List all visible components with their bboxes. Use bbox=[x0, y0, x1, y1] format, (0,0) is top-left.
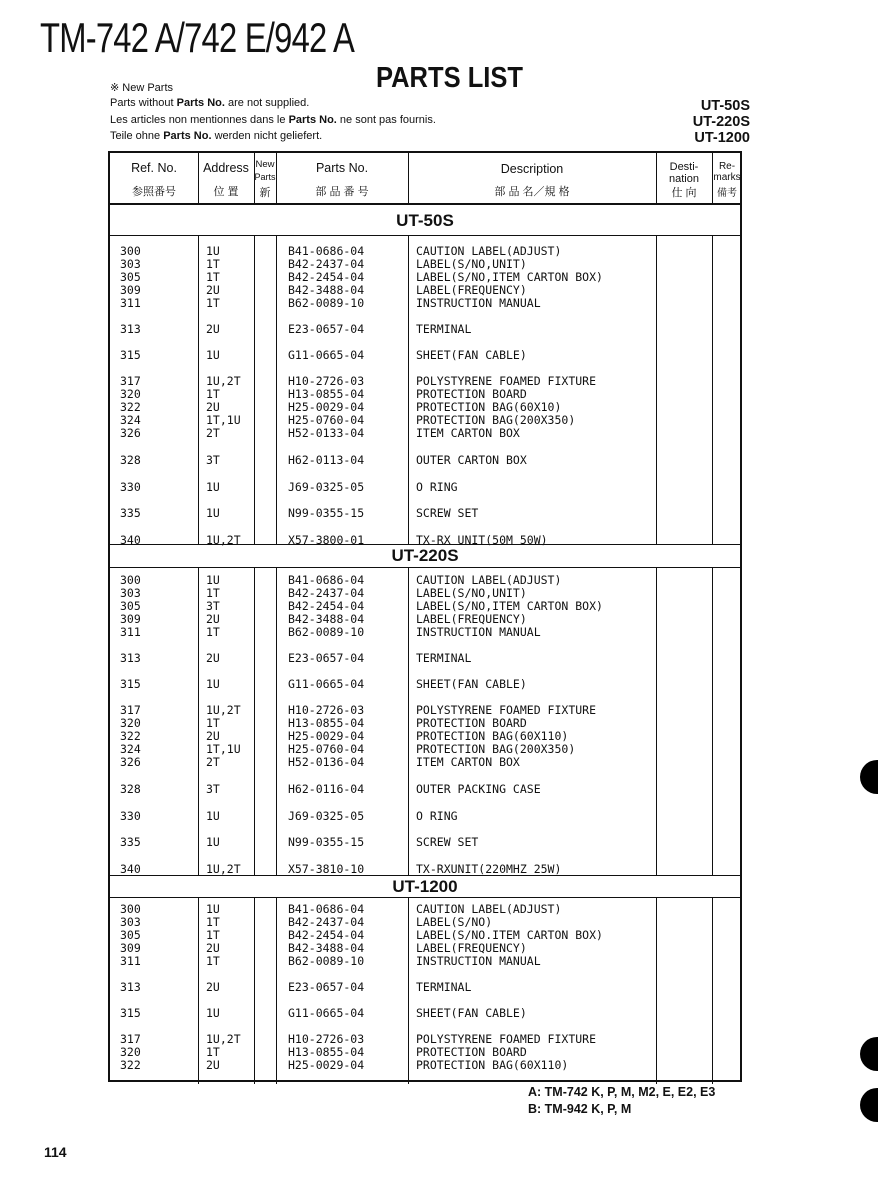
part-number-cell: B42-2454-04 bbox=[288, 928, 365, 942]
ref-cell: 311 bbox=[120, 625, 141, 639]
ref-cell: 317 bbox=[120, 1032, 141, 1046]
address-cell: 1T,1U bbox=[206, 742, 241, 756]
part-number-cell: E23-0657-04 bbox=[288, 651, 365, 665]
ref-cell: 326 bbox=[120, 755, 141, 769]
part-number-cell: B41-0686-04 bbox=[288, 902, 365, 916]
ref-cell: 309 bbox=[120, 612, 141, 626]
part-number-cell: X57-3810-10 bbox=[288, 862, 365, 876]
ref-cell: 317 bbox=[120, 374, 141, 388]
ref-cell: 303 bbox=[120, 257, 141, 271]
ref-cell: 311 bbox=[120, 954, 141, 968]
table-row bbox=[110, 481, 740, 494]
ref-cell: 313 bbox=[120, 322, 141, 336]
part-number-cell: B41-0686-04 bbox=[288, 244, 365, 258]
ref-cell: 335 bbox=[120, 506, 141, 520]
section-rule bbox=[110, 897, 740, 898]
col-header-part-no: Parts No. bbox=[315, 161, 369, 175]
part-number-cell: B42-3488-04 bbox=[288, 283, 365, 297]
ref-cell: 311 bbox=[120, 296, 141, 310]
part-number-cell: J69-0325-05 bbox=[288, 809, 365, 823]
table-row bbox=[110, 981, 740, 994]
description-cell: POLYSTYRENE FOAMED FIXTURE bbox=[416, 703, 597, 717]
table-row bbox=[110, 323, 740, 336]
part-number-cell: B42-3488-04 bbox=[288, 941, 365, 955]
ref-cell: 313 bbox=[120, 980, 141, 994]
ref-cell: 317 bbox=[120, 703, 141, 717]
ref-cell: 324 bbox=[120, 742, 141, 756]
table-row bbox=[110, 836, 740, 849]
part-number-cell: H25-0760-04 bbox=[288, 413, 365, 427]
part-number-cell: E23-0657-04 bbox=[288, 980, 365, 994]
address-cell: 1T bbox=[206, 915, 220, 929]
address-cell: 2U bbox=[206, 400, 220, 414]
ref-cell: 305 bbox=[120, 599, 141, 613]
part-number-cell: X57-3800-01 bbox=[288, 533, 365, 547]
address-cell: 2U bbox=[206, 283, 220, 297]
section-rule bbox=[110, 567, 740, 568]
ref-cell: 315 bbox=[120, 348, 141, 362]
col-header-description-jp: 部 品 名／規 格 bbox=[494, 186, 570, 198]
description-cell: SHEET(FAN CABLE) bbox=[416, 677, 527, 691]
address-cell: 1U,2T bbox=[206, 1032, 241, 1046]
description-cell: TX-RXUNIT(220MHZ 25W) bbox=[416, 862, 562, 876]
section-title: UT-50S bbox=[396, 211, 454, 230]
column-divider bbox=[712, 153, 713, 203]
unit-name: UT-1200 bbox=[694, 130, 750, 146]
table-row bbox=[110, 863, 740, 876]
table-row bbox=[110, 349, 740, 362]
address-cell: 1T bbox=[206, 716, 220, 730]
address-cell: 1T bbox=[206, 586, 220, 600]
address-cell: 1U bbox=[206, 835, 220, 849]
part-number-cell: B42-3488-04 bbox=[288, 612, 365, 626]
description-cell: SHEET(FAN CABLE) bbox=[416, 348, 527, 362]
description-cell: LABEL(FREQUENCY) bbox=[416, 941, 527, 955]
note-german: Teile ohne Parts No. werden nicht geliefert. bbox=[110, 130, 323, 142]
address-cell: 1U bbox=[206, 480, 220, 494]
address-cell: 1U bbox=[206, 902, 220, 916]
description-cell: PROTECTION BOARD bbox=[416, 716, 527, 730]
ref-cell: 322 bbox=[120, 1058, 141, 1072]
header-rule bbox=[110, 203, 740, 205]
col-header-destination: Desti- nation bbox=[669, 161, 699, 185]
column-divider bbox=[254, 153, 255, 203]
ref-cell: 315 bbox=[120, 1006, 141, 1020]
table-row bbox=[110, 534, 740, 547]
col-header-new-parts: Parts bbox=[254, 172, 276, 182]
ref-cell: 305 bbox=[120, 928, 141, 942]
description-cell: PROTECTION BAG(60X110) bbox=[416, 1058, 569, 1072]
part-number-cell: H25-0760-04 bbox=[288, 742, 365, 756]
description-cell: TERMINAL bbox=[416, 980, 472, 994]
col-header-destination-jp: 仕 向 bbox=[671, 187, 697, 199]
address-cell: 1T bbox=[206, 296, 220, 310]
ref-cell: 303 bbox=[120, 915, 141, 929]
part-number-cell: B41-0686-04 bbox=[288, 573, 365, 587]
address-cell: 1U bbox=[206, 677, 220, 691]
description-cell: LABEL(S/NO,UNIT) bbox=[416, 257, 527, 271]
column-divider bbox=[408, 153, 409, 203]
description-cell: LABEL(S/NO.ITEM CARTON BOX) bbox=[416, 928, 603, 942]
part-number-cell: H13-0855-04 bbox=[288, 387, 365, 401]
page-title: PARTS LIST bbox=[376, 62, 523, 94]
ref-cell: 340 bbox=[120, 862, 141, 876]
ref-cell: 340 bbox=[120, 533, 141, 547]
ref-cell: 335 bbox=[120, 835, 141, 849]
address-cell: 1U,2T bbox=[206, 862, 241, 876]
address-cell: 1T bbox=[206, 625, 220, 639]
col-header-address-jp: 位 置 bbox=[213, 186, 239, 198]
part-number-cell: B42-2454-04 bbox=[288, 270, 365, 284]
description-cell: PROTECTION BAG(200X350) bbox=[416, 742, 576, 756]
part-number-cell: H13-0855-04 bbox=[288, 1045, 365, 1059]
binding-mark bbox=[860, 760, 878, 794]
description-cell: PROTECTION BAG(60X10) bbox=[416, 400, 562, 414]
address-cell: 3T bbox=[206, 599, 220, 613]
model-title: TM-742 A/742 E/942 A bbox=[40, 14, 355, 61]
ref-cell: 328 bbox=[120, 782, 141, 796]
address-cell: 1U bbox=[206, 348, 220, 362]
description-cell: CAUTION LABEL(ADJUST) bbox=[416, 573, 562, 587]
address-cell: 2U bbox=[206, 729, 220, 743]
ref-cell: 322 bbox=[120, 729, 141, 743]
col-header-ref-jp: 参照番号 bbox=[132, 186, 176, 198]
description-cell: PROTECTION BOARD bbox=[416, 1045, 527, 1059]
table-row bbox=[110, 1007, 740, 1020]
address-cell: 1U bbox=[206, 573, 220, 587]
ref-cell: 315 bbox=[120, 677, 141, 691]
column-divider bbox=[198, 153, 199, 203]
table-row bbox=[110, 955, 740, 968]
table-row bbox=[110, 652, 740, 665]
ref-cell: 330 bbox=[120, 809, 141, 823]
table-row bbox=[110, 810, 740, 823]
address-cell: 1T bbox=[206, 270, 220, 284]
description-cell: O RING bbox=[416, 480, 458, 494]
address-cell: 2U bbox=[206, 1058, 220, 1072]
address-cell: 1T bbox=[206, 928, 220, 942]
ref-cell: 309 bbox=[120, 283, 141, 297]
column-divider bbox=[656, 153, 657, 203]
col-header-new-jp: 新 bbox=[259, 187, 271, 199]
description-cell: LABEL(S/NO,ITEM CARTON BOX) bbox=[416, 599, 603, 613]
part-number-cell: N99-0355-15 bbox=[288, 506, 365, 520]
table-row bbox=[110, 507, 740, 520]
parts-table bbox=[108, 151, 742, 1082]
col-header-remarks-jp: 備考 bbox=[717, 188, 737, 199]
description-cell: POLYSTYRENE FOAMED FIXTURE bbox=[416, 1032, 597, 1046]
part-number-cell: H25-0029-04 bbox=[288, 729, 365, 743]
column-divider bbox=[276, 153, 277, 203]
ref-cell: 326 bbox=[120, 426, 141, 440]
new-parts-note: ※ New Parts bbox=[110, 82, 174, 94]
ref-cell: 300 bbox=[120, 573, 141, 587]
legend-a: A: TM-742 K, P, M, M2, E, E2, E3 bbox=[528, 1085, 716, 1099]
ref-cell: 313 bbox=[120, 651, 141, 665]
ref-cell: 303 bbox=[120, 586, 141, 600]
note-english: Parts without Parts No. are not supplied. bbox=[110, 97, 310, 109]
table-row bbox=[110, 297, 740, 310]
col-header-part-no-jp: 部 品 番 号 bbox=[315, 186, 369, 198]
address-cell: 1T bbox=[206, 1045, 220, 1059]
legend-b: B: TM-942 K, P, M bbox=[528, 1102, 632, 1116]
col-header-new: New bbox=[255, 159, 275, 170]
col-header-address: Address bbox=[203, 161, 249, 175]
address-cell: 2U bbox=[206, 612, 220, 626]
col-header-description: Description bbox=[500, 162, 564, 176]
address-cell: 1T bbox=[206, 387, 220, 401]
part-number-cell: B62-0089-10 bbox=[288, 954, 365, 968]
table-row bbox=[110, 1059, 740, 1072]
part-number-cell: H25-0029-04 bbox=[288, 1058, 365, 1072]
part-number-cell: H10-2726-03 bbox=[288, 1032, 365, 1046]
part-number-cell: H13-0855-04 bbox=[288, 716, 365, 730]
part-number-cell: H62-0116-04 bbox=[288, 782, 365, 796]
description-cell: PROTECTION BAG(200X350) bbox=[416, 413, 576, 427]
description-cell: CAUTION LABEL(ADJUST) bbox=[416, 902, 562, 916]
ref-cell: 328 bbox=[120, 453, 141, 467]
address-cell: 1U bbox=[206, 506, 220, 520]
part-number-cell: G11-0665-04 bbox=[288, 677, 365, 691]
col-header-remarks: Re- marks bbox=[713, 161, 741, 183]
part-number-cell: E23-0657-04 bbox=[288, 322, 365, 336]
address-cell: 2T bbox=[206, 755, 220, 769]
unit-list bbox=[693, 98, 750, 146]
ref-cell: 322 bbox=[120, 400, 141, 414]
part-number-cell: H52-0133-04 bbox=[288, 426, 365, 440]
section-title: UT-220S bbox=[391, 546, 459, 565]
address-cell: 2U bbox=[206, 651, 220, 665]
table-row bbox=[110, 678, 740, 691]
address-cell: 2U bbox=[206, 322, 220, 336]
table-row bbox=[110, 756, 740, 769]
note-french: Les articles non mentionnes dans le Parts No. ne sont pas fournis. bbox=[110, 114, 436, 126]
address-cell: 3T bbox=[206, 782, 220, 796]
ref-cell: 330 bbox=[120, 480, 141, 494]
description-cell: O RING bbox=[416, 809, 458, 823]
description-cell: LABEL(FREQUENCY) bbox=[416, 283, 527, 297]
address-cell: 2U bbox=[206, 941, 220, 955]
ref-cell: 320 bbox=[120, 387, 141, 401]
description-cell: OUTER PACKING CASE bbox=[416, 782, 541, 796]
table-row bbox=[110, 427, 740, 440]
ref-cell: 300 bbox=[120, 244, 141, 258]
address-cell: 1U bbox=[206, 244, 220, 258]
part-number-cell: B42-2437-04 bbox=[288, 915, 365, 929]
part-number-cell: B62-0089-10 bbox=[288, 625, 365, 639]
description-cell: SHEET(FAN CABLE) bbox=[416, 1006, 527, 1020]
table-row bbox=[110, 626, 740, 639]
description-cell: LABEL(S/NO) bbox=[416, 915, 493, 929]
description-cell: TERMINAL bbox=[416, 322, 472, 336]
part-number-cell: B42-2437-04 bbox=[288, 257, 365, 271]
description-cell: ITEM CARTON BOX bbox=[416, 426, 520, 440]
table-row bbox=[110, 454, 740, 467]
address-cell: 2T bbox=[206, 426, 220, 440]
ref-cell: 324 bbox=[120, 413, 141, 427]
description-cell: POLYSTYRENE FOAMED FIXTURE bbox=[416, 374, 597, 388]
address-cell: 1U,2T bbox=[206, 533, 241, 547]
description-cell: ITEM CARTON BOX bbox=[416, 755, 520, 769]
description-cell: INSTRUCTION MANUAL bbox=[416, 296, 541, 310]
address-cell: 1U,2T bbox=[206, 703, 241, 717]
description-cell: TX-RX UNIT(50M 50W) bbox=[416, 533, 548, 547]
part-number-cell: N99-0355-15 bbox=[288, 835, 365, 849]
ref-cell: 320 bbox=[120, 716, 141, 730]
description-cell: LABEL(S/NO,ITEM CARTON BOX) bbox=[416, 270, 603, 284]
description-cell: CAUTION LABEL(ADJUST) bbox=[416, 244, 562, 258]
ref-cell: 305 bbox=[120, 270, 141, 284]
ref-cell: 309 bbox=[120, 941, 141, 955]
part-number-cell: B42-2454-04 bbox=[288, 599, 365, 613]
section-rule bbox=[110, 235, 740, 236]
part-number-cell: H25-0029-04 bbox=[288, 400, 365, 414]
description-cell: SCREW SET bbox=[416, 506, 479, 520]
address-cell: 1T bbox=[206, 954, 220, 968]
description-cell: TERMINAL bbox=[416, 651, 472, 665]
description-cell: PROTECTION BOARD bbox=[416, 387, 527, 401]
part-number-cell: H10-2726-03 bbox=[288, 703, 365, 717]
description-cell: SCREW SET bbox=[416, 835, 479, 849]
ref-cell: 320 bbox=[120, 1045, 141, 1059]
unit-name: UT-220S bbox=[692, 114, 750, 130]
description-cell: OUTER CARTON BOX bbox=[416, 453, 527, 467]
part-number-cell: J69-0325-05 bbox=[288, 480, 365, 494]
part-number-cell: G11-0665-04 bbox=[288, 1006, 365, 1020]
table-row bbox=[110, 783, 740, 796]
section-title: UT-1200 bbox=[392, 877, 458, 896]
part-number-cell: H62-0113-04 bbox=[288, 453, 365, 467]
description-cell: PROTECTION BAG(60X110) bbox=[416, 729, 569, 743]
address-cell: 3T bbox=[206, 453, 220, 467]
address-cell: 1T bbox=[206, 257, 220, 271]
part-number-cell: B42-2437-04 bbox=[288, 586, 365, 600]
part-number-cell: H10-2726-03 bbox=[288, 374, 365, 388]
address-cell: 1U,2T bbox=[206, 374, 241, 388]
binding-mark bbox=[860, 1088, 878, 1122]
address-cell: 2U bbox=[206, 980, 220, 994]
description-cell: LABEL(S/NO,UNIT) bbox=[416, 586, 527, 600]
unit-name: UT-50S bbox=[700, 98, 750, 114]
description-cell: LABEL(FREQUENCY) bbox=[416, 612, 527, 626]
part-number-cell: H52-0136-04 bbox=[288, 755, 365, 769]
address-cell: 1T,1U bbox=[206, 413, 241, 427]
address-cell: 1U bbox=[206, 1006, 220, 1020]
description-cell: INSTRUCTION MANUAL bbox=[416, 954, 541, 968]
part-number-cell: B62-0089-10 bbox=[288, 296, 365, 310]
binding-mark bbox=[860, 1037, 878, 1071]
description-cell: INSTRUCTION MANUAL bbox=[416, 625, 541, 639]
address-cell: 1U bbox=[206, 809, 220, 823]
ref-cell: 300 bbox=[120, 902, 141, 916]
part-number-cell: G11-0665-04 bbox=[288, 348, 365, 362]
page-number: 114 bbox=[44, 1144, 67, 1160]
col-header-ref: Ref. No. bbox=[131, 161, 177, 175]
